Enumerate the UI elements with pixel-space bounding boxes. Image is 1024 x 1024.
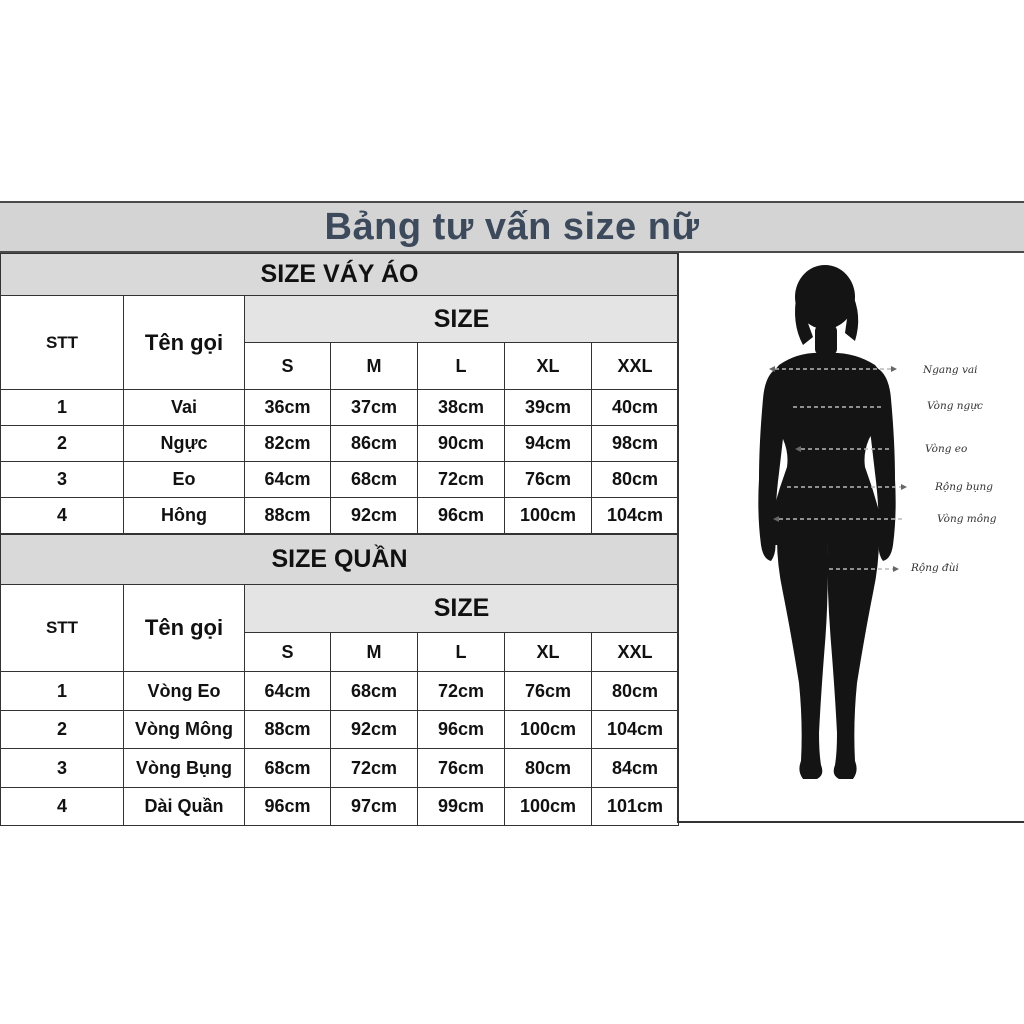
value-cell: 96cm (245, 788, 331, 826)
value-cell: 88cm (245, 711, 331, 749)
table-row (1, 749, 679, 788)
page-title: Bảng tư vấn size nữ (324, 205, 700, 248)
size-col-xl: XL (505, 633, 592, 672)
table-row (1, 672, 679, 711)
size-col-l: L (418, 343, 505, 390)
title-bar (0, 201, 1024, 253)
measurement-labels (910, 364, 997, 574)
label-rong-bung: Rộng bụng (935, 481, 994, 493)
size-header: SIZE (245, 585, 679, 633)
name-cell: Ngực (124, 426, 245, 462)
value-cell: 100cm (505, 498, 592, 534)
value-cell: 72cm (418, 672, 505, 711)
value-cell: 38cm (418, 390, 505, 426)
table-row (1, 462, 679, 498)
value-cell: 64cm (245, 462, 331, 498)
value-cell: 76cm (505, 462, 592, 498)
value-cell: 72cm (331, 749, 418, 788)
size-col-xxl: XXL (592, 633, 679, 672)
name-header: Tên gọi (124, 296, 245, 390)
label-ngang-vai: Ngang vai (923, 364, 978, 376)
name-cell: Eo (124, 462, 245, 498)
value-cell: 98cm (592, 426, 679, 462)
size-col-xxl: XXL (592, 343, 679, 390)
body-figure-panel (677, 253, 1024, 823)
size-col-m: M (331, 633, 418, 672)
value-cell: 94cm (505, 426, 592, 462)
table-row (1, 788, 679, 826)
size-col-s: S (245, 633, 331, 672)
stt-header: STT (1, 585, 124, 672)
table-row (1, 390, 679, 426)
label-rong-dui: Rộng đùi (911, 562, 959, 574)
size-col-s: S (245, 343, 331, 390)
table-row (1, 711, 679, 749)
value-cell: 80cm (505, 749, 592, 788)
stt-cell: 3 (1, 462, 124, 498)
value-cell: 88cm (245, 498, 331, 534)
section-title-pants: SIZE QUẦN (1, 535, 679, 585)
stt-cell: 4 (1, 498, 124, 534)
value-cell: 37cm (331, 390, 418, 426)
value-cell: 100cm (505, 711, 592, 749)
name-cell: Hông (124, 498, 245, 534)
stt-cell: 2 (1, 426, 124, 462)
value-cell: 104cm (592, 711, 679, 749)
value-cell: 82cm (245, 426, 331, 462)
name-cell: Vòng Mông (124, 711, 245, 749)
value-cell: 68cm (331, 672, 418, 711)
value-cell: 84cm (592, 749, 679, 788)
label-vong-eo: Vòng eo (925, 443, 968, 455)
stt-cell: 2 (1, 711, 124, 749)
value-cell: 97cm (331, 788, 418, 826)
size-chart (0, 201, 1024, 823)
value-cell: 72cm (418, 462, 505, 498)
value-cell: 80cm (592, 462, 679, 498)
value-cell: 68cm (331, 462, 418, 498)
size-tables (0, 253, 678, 823)
name-cell: Vòng Eo (124, 672, 245, 711)
size-col-xl: XL (505, 343, 592, 390)
stt-cell: 1 (1, 390, 124, 426)
value-cell: 96cm (418, 711, 505, 749)
stt-header: STT (1, 296, 124, 390)
stt-cell: 4 (1, 788, 124, 826)
value-cell: 76cm (505, 672, 592, 711)
section-title-dress: SIZE VÁY ÁO (1, 254, 679, 296)
stt-cell: 3 (1, 749, 124, 788)
top-size-table (0, 253, 679, 534)
value-cell: 39cm (505, 390, 592, 426)
value-cell: 99cm (418, 788, 505, 826)
name-cell: Vòng Bụng (124, 749, 245, 788)
name-cell: Vai (124, 390, 245, 426)
value-cell: 76cm (418, 749, 505, 788)
name-cell: Dài Quần (124, 788, 245, 826)
woman-silhouette (758, 265, 895, 779)
value-cell: 64cm (245, 672, 331, 711)
stt-cell: 1 (1, 672, 124, 711)
table-row (1, 498, 679, 534)
size-col-m: M (331, 343, 418, 390)
value-cell: 68cm (245, 749, 331, 788)
value-cell: 90cm (418, 426, 505, 462)
value-cell: 92cm (331, 498, 418, 534)
value-cell: 86cm (331, 426, 418, 462)
bottom-size-table (0, 534, 679, 826)
value-cell: 104cm (592, 498, 679, 534)
value-cell: 96cm (418, 498, 505, 534)
body-silhouette-illustration (679, 253, 1024, 821)
value-cell: 36cm (245, 390, 331, 426)
value-cell: 100cm (505, 788, 592, 826)
size-col-l: L (418, 633, 505, 672)
value-cell: 101cm (592, 788, 679, 826)
size-header: SIZE (245, 296, 679, 343)
value-cell: 80cm (592, 672, 679, 711)
label-vong-nguc: Vòng ngực (927, 400, 983, 412)
label-vong-mong: Vòng mông (937, 513, 997, 525)
value-cell: 92cm (331, 711, 418, 749)
value-cell: 40cm (592, 390, 679, 426)
table-row (1, 426, 679, 462)
name-header: Tên gọi (124, 585, 245, 672)
